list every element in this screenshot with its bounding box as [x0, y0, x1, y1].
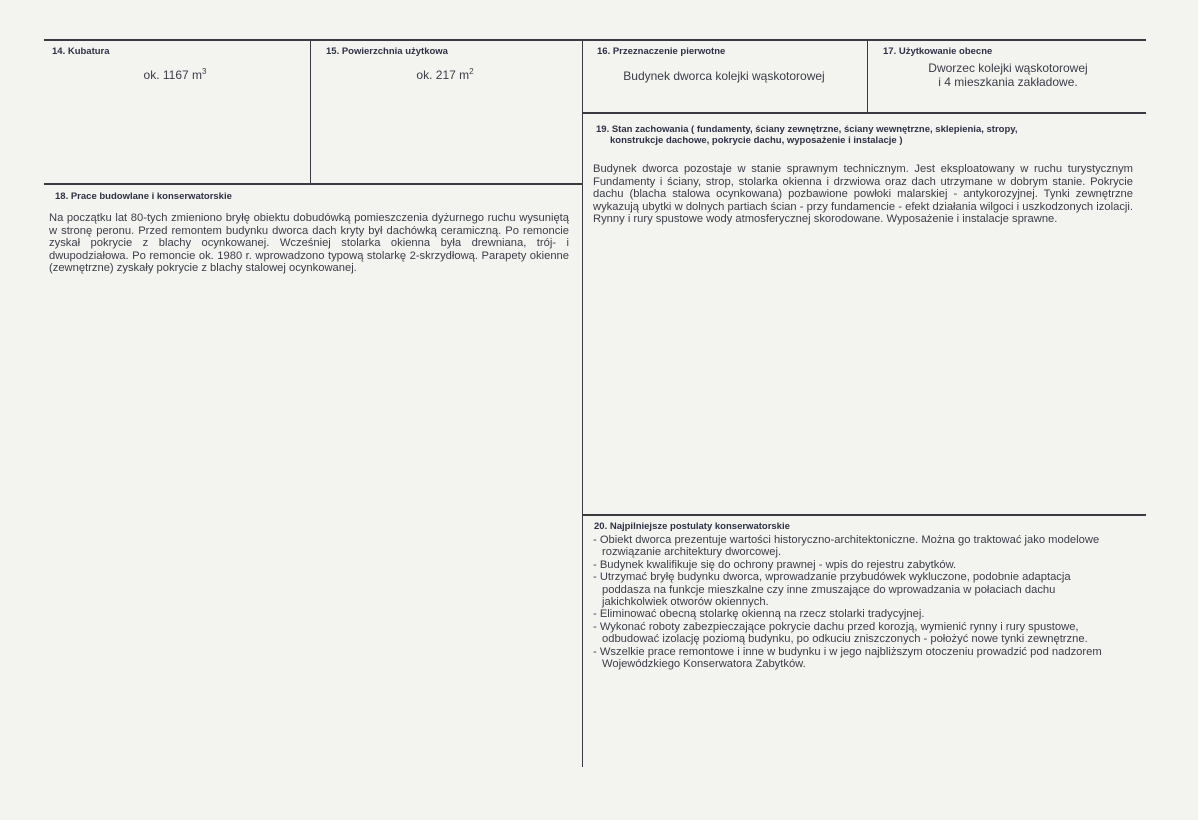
kubatura-value-text: ok. 1167 m: [143, 68, 203, 82]
stan-text: Budynek dworca pozostaje w stanie sprawnym technicznym. Jest eksploatowany w ruchu turystycznym Fundamenty i ściany, strop, stolarka okienna i drzwiowa oraz dach utrzymane w dobrym stanie. Pokrycie dachu (blacha stalowa ocynkowana) pozbawione powłoki malarskiej - antykorozyjnej. Tynki zewnętrzne wykazują ubytki w dolnych partiach ścian - przy fundamencie - efekt działania wilgoci i uszkodzonych izolacji. Rynny i rury spustowe wody atmosferycznej skorodowane. Wyposażenie i instalacje sprawne.: [593, 163, 1133, 226]
prace-text: Na początku lat 80-tych zmieniono bryłę obiektu dobudówką pomieszczenia dyżurnego ruchu wysuniętą w stronę peronu. Przed remontem budynku dworca dach kryty był dachówką ceramiczną. Po remoncie zyskał pokrycie z blachy ocynkowanej. Wcześniej stolarka okienna była drewniana, trój- i dwupodziałowa. Po remoncie ok. 1980 r. wprowadzono typową stolarkę 2-skrzydłową. Parapety okienne (zewnętrzne) zyskały pokrycie z blachy stalowej ocynkowanej.: [49, 212, 569, 275]
divider-14-15: [310, 40, 311, 183]
przeznaczenie-value: Budynek dworca kolejki wąskotorowej: [623, 69, 825, 83]
kubatura-unit-exponent: 3: [202, 67, 207, 76]
list-item: - Wszelkie prace remontowe i inne w budynku i w jego najbliższym otoczeniu prowadzić pod nadzorem Wojewódzkiego Konserwatora Zabytków.: [593, 646, 1118, 671]
divider-16-19: [582, 112, 1146, 114]
list-item: - Utrzymać bryłę budynku dworca, wprowadzanie przybudówek wykluczone, podobnie adaptacja poddasza na funkcje mieszkalne czy inne zmuszające do wprowadzania w połaciach dachu jakichkolwiek otworów okiennych.: [593, 571, 1118, 608]
postulaty-list: [593, 534, 1118, 670]
prace-label: 18. Prace budowlane i konserwatorskie: [55, 191, 232, 202]
postulaty-label: 20. Najpilniejsze postulaty konserwatorskie: [594, 521, 790, 532]
top-border-line: [44, 39, 1146, 41]
uzytkowanie-value-line1: Dworzec kolejki wąskotorowej: [928, 61, 1088, 75]
przeznaczenie-label: 16. Przeznaczenie pierwotne: [597, 46, 726, 57]
divider-16-17: [867, 40, 868, 112]
list-item: - Wykonać roboty zabezpieczające pokrycie dachu przed korozją, wymienić rynny i rury spustowe, odbudować izolację poziomą budynku, po odkuciu zniszczonych - położyć nowe tynki zewnętrzne.: [593, 621, 1118, 646]
kubatura-label: 14. Kubatura: [52, 46, 110, 57]
stan-label-line1: 19. Stan zachowania ( fundamenty, ściany zewnętrzne, ściany wewnętrzne, sklepienia, stropy,: [596, 124, 1018, 135]
uzytkowanie-value: [880, 61, 1136, 89]
powierzchnia-label: 15. Powierzchnia użytkowa: [326, 46, 448, 57]
powierzchnia-value-text: ok. 217 m: [416, 68, 470, 82]
powierzchnia-unit-exponent: 2: [469, 67, 474, 76]
uzytkowanie-value-line2: i 4 mieszkania zakładowe.: [938, 75, 1078, 89]
list-item: - Eliminować obecną stolarkę okienną na rzecz stolarki tradycyjnej.: [593, 608, 1118, 620]
kubatura-value: [60, 68, 290, 82]
center-divider: [582, 40, 583, 767]
list-item: - Budynek kwalifikuje się do ochrony prawnej - wpis do rejestru zabytków.: [593, 559, 1118, 571]
powierzchnia-value: [330, 68, 560, 82]
divider-19-20: [582, 514, 1146, 516]
stan-label-line2: konstrukcje dachowe, pokrycie dachu, wyposażenie i instalacje ): [610, 135, 903, 146]
divider-14-18: [44, 183, 582, 185]
stan-label: [596, 124, 1017, 146]
uzytkowanie-label: 17. Użytkowanie obecne: [883, 46, 993, 57]
list-item: - Obiekt dworca prezentuje wartości historyczno-architektoniczne. Można go traktować jako modelowe rozwiązanie architektury dworcowej.: [593, 534, 1118, 559]
